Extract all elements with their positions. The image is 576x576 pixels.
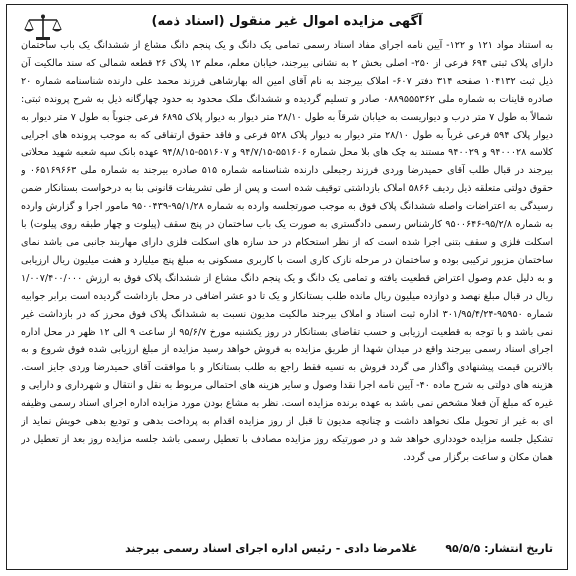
notice-footer — [21, 539, 553, 559]
notice-frame — [6, 4, 568, 570]
publication-date: تاریخ انتشار: ۹۵/۵/۵ — [445, 542, 553, 555]
notice-body-text: به استناد مواد ۱۲۱ و ۱۲۲- آیین نامه اجرای مفاد اسناد رسمی تمامی یک دانگ و یک پنجم دانگ مشاع از ششدانگ یک باب ساختمان دارای پلاک ثبتی ۶۹۴ فرعی از ۲۵۰- اصلی بخش ۲ به نشانی بیرجند، خیابان معلم، معلم ۱۲ پلاک ۲۶ قطعه شمالی که سند مالکیت آن ذیل ثبت ۱۰۴۱۳۲ صفحه ۳۱۴ دفتر ۶۰۷- املاک بیرجند به نام آقای امین اله بهارشاهی فرزند محمد علی دارنده شناسنامه شماره ۲۰ صادره قاینات به شماره ملی ۰۸۸۹۵۵۵۳۶۲ صادر و تسلیم گردیده و ششدانگ ملک محدود به حدود چهارگانه ذیل به شرح پرونده ثبتی: شمالاً به طول ۷ متر درب و دیواریست به خیابان شرقاً به طول ۲۸/۱۰ متر دیوار به دیوار پلاک ۶۸۹۵ فرعی جنوباً به طول ۷ متر دیوار به دیوار پلاک ۵۹۴ فرعی غرباً به طول ۲۸/۱۰ متر دیوار به دیوار پلاک ۵۲۸ فرعی و فاقد حقوق ارتفاقی که به موجب پرونده های اجرایی کلاسه ۹۴۰۰۰۲۸ و ۹۴۰۰۲۹ مستند به چک های بلا محل شماره ۵۵۱۶۰۶-۹۴/۷/۱۵ و ۵۵۱۶۰۷-۹۴/۸/۱۵ عهده بانک سپه شعبه شهید محلاتی بیرجند در قبال طلب آقای حمیدرضا وردی فرزند رجبعلی دارنده شناسنامه شماره ۵۱۵ صادره بیرجند به شماره ملی ۰۶۵۱۶۹۶۶۳ و حقوق دولتی متعلقه ذیل ردیف ۵۸۶۶ املاک بازداشتی توقیف شده است و پس از طی تشریفات قانونی بنا به درخواست بستانکار ضمن رسیدگی به اعتراضات واصله ششدانگ پلاک فوق به موجب صورتجلسه وارده به شماره ۹۵/۱/۲۸-۹۵۰۰۴۳۹ مامور اجرا و گزارش وارده به شماره ۹۵/۲/۸-۹۵۰۰۶۴۶ کارشناس رسمی دادگستری به صورت یک باب ساختمان در پنج سقف (پیلوت و چهار طبقه روی پیلوت) با اسکلت فلزی و سقف بتنی اجرا شده است که از نظر استحکام در حد سازه های اسکلت فلزی دارای مهاربند جانبی می باشد نمای ساختمان مزبور ترکیبی بوده و ساختمان در مرحله نازک کاری است با کاربری مسکونی به مبلغ پنج میلیارد و هفت میلیون ریال ارزیابی و به دلیل عدم وصول اعتراض قطعیت یافته و تمامی یک دانگ و یک پنجم دانگ مشاع از ششدانگ پلاک فوق به ارزش ۱/۰۰۷/۴۰۰/۰۰۰ ریال در قبال مبلغ نهصد و دوازده میلیون ریال مانده طلب بستانکار و یک تا دو عشر اضافی در محل بازداشت گردیده است برابر جوابیه شماره ۹۵۹۵۰-۳۰۱/۹۵/۴/۲۴ اداره ثبت اسناد و املاک بیرجند مالکیت مدیون نسبت به ششدانگ پلاک فوق محرز که در بازداشت غیر نمی باشد و با توجه به قطعیت ارزیابی و حسب تقاضای بستانکار در روز یکشنبه مورخ ۹۵/۶/۷ از ساعت ۹ الی ۱۲ ظهر در محل اداره اجرای اسناد رسمی بیرجند واقع در میدان شهدا از طریق مزایده به فروش خواهد رسید مزایده از مبلغ ارزیابی شده فوق شروع و به بالاترین قیمت پیشنهادی واگذار می گردد فروش به نسیه فقط راجع به طلب بستانکار و با موافقت آقای حمیدرضا وردی جایز است. هزینه های دولتی به شرح ماده ۴۰- آیین نامه اجرا نقدا وصول و سایر هزینه های احتمالی مربوط به نقل و انتقال و شهرداری و دارایی و غیره که مبلغ آن فعلا مشخص نمی باشد به عهده برنده مزایده است. نظر به مشاع بودن مورد مزایده اداره اجرای اسناد رسمی وظیفه ای به غیر از تحویل ملک نخواهد داشت و چنانچه مدیون تا قبل از روز مزایده اقدام به پرداخت بدهی و تودیع بدهی خویش نماید از تشکیل جلسه مزایده خودداری خواهد شد و در صورتیکه روز مزایده مصادف با تعطیل رسمی باشد جلسه مزایده روز بعد از تعطیل در همان مکان و ساعت برگزار می گردد. — [21, 40, 553, 463]
signatory: غلامرضا دادی - رئیس اداره اجرای اسناد رسمی بیرجند — [125, 542, 418, 555]
notice-title: آگهی مزایده اموال غیر منقول (اسناد ذمه) — [151, 14, 423, 29]
